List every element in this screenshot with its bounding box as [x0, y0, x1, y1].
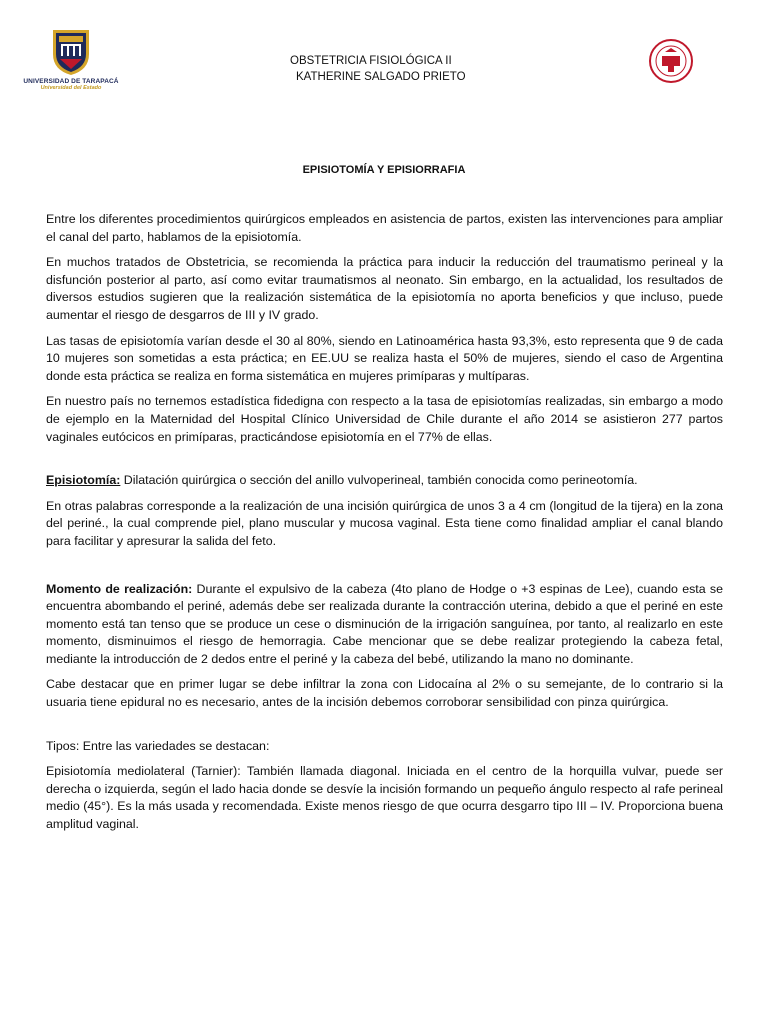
author-name: KATHERINE SALGADO PRIETO — [296, 71, 466, 83]
types-intro: Tipos: Entre las variedades se destacan: — [46, 738, 270, 753]
faculty-seal-icon — [638, 38, 704, 84]
paragraph: En muchos tratados de Obstetricia, se recomienda la práctica para inducir la reducción del traumatismo perineal y la disfunción posterior al parto, así como evitar traumatismos al neonato. Sin embargo, en la actualidad, los resultados de diversos estudios sugieren que la realización sistemática de la episiotomía no aporta beneficios y que incluso, puede aumentar el riesgo de desgarros de III y IV grado. — [46, 255, 723, 322]
document-header — [290, 53, 466, 85]
faculty-seal — [638, 38, 704, 84]
definition-text: Dilatación quirúrgica o sección del anillo vulvoperineal, también conocida como perineotomía. — [120, 473, 638, 488]
document-title: EPISIOTOMÍA Y EPISIORRAFIA — [302, 164, 466, 176]
moment-text: Durante el expulsivo de la cabeza (4to plano de Hodge o +3 espinas de Lee), cuando esta se encuentra abombando el periné, además debe ser realizada durante la contracción uterina, debido a que el periné en este momento está tan tenso que se produce un cese o disminución de la irrigación sanguínea, por tanto, al realizarlo en este momento, disminuimos el riesgo de hemorragia. Cabe mencionar que se debe realizar protegiendo la cabeza fetal, mediante la introducción de 2 dedos entre el periné y la cabeza del bebé, utilizando la mano no dominante. — [46, 581, 723, 666]
document-body — [46, 211, 723, 834]
paragraph: En nuestro país no ternemos estadística fidedigna con respecto a la tasa de episiotomías realizadas, sin embargo a modo de ejemplo en la Maternidad del Hospital Clínico Universidad de Chile durante el año 2014 se asistieron 277 partos vaginales eutócicos en primíparas, practicándose episiotomía en el 77% de ellas. — [46, 394, 723, 444]
moment-label: Momento de realización: — [46, 581, 193, 596]
paragraph: Cabe destacar que en primer lugar se debe infiltrar la zona con Lidocaína al 2% o su semejante, de lo contrario si la usuaria tiene epidural no es necesario, antes de la incisión debemos corroborar sensibilidad con pinza quirúrgica. — [46, 677, 723, 710]
university-shield-icon — [51, 28, 91, 76]
university-logo — [16, 28, 126, 91]
paragraph: Las tasas de episiotomía varían desde el 30 al 80%, siendo en Latinoamérica hasta 93,3%, esto representa que 9 de cada 10 mujeres son sometidas a esta práctica; en EE.UU se realiza hasta el 50% de mujeres, siendo el caso de Argentina donde esta práctica se realiza en forma sistemática en mujeres primíparas y multíparas. — [46, 333, 723, 383]
university-tagline: Universidad del Estado — [40, 85, 102, 91]
university-name: UNIVERSIDAD DE TARAPACÁ — [23, 78, 119, 85]
course-name: OBSTETRICIA FISIOLÓGICA II — [290, 55, 452, 67]
paragraph: En otras palabras corresponde a la realización de una incisión quirúrgica de unos 3 a 4 cm (longitud de la tijera) en la zona del periné., la cual comprende piel, plano muscular y mucosa vaginal. Esta tiene como finalidad ampliar el canal blando para facilitar y apresurar la salida del feto. — [46, 498, 723, 548]
paragraph: Entre los diferentes procedimientos quirúrgicos empleados en asistencia de partos, existen las intervenciones para ampliar el canal del parto, hablamos de la episiotomía. — [46, 212, 723, 244]
paragraph: Episiotomía mediolateral (Tarnier): También llamada diagonal. Iniciada en el centro de la horquilla vulvar, puede ser derecha o izquierda, según el lado hacia donde se desvíe la incisión formando un pequeño ángulo respecto al rafe perineal medio (45°). Es la más usada y recomendada. Existe menos riesgo de que ocurra desgarro tipo III – IV. Proporciona buena amplitud vaginal. — [46, 764, 723, 832]
moment-paragraph — [46, 581, 723, 669]
definition-label: Episiotomía: — [46, 473, 121, 488]
definition-paragraph — [46, 472, 723, 490]
